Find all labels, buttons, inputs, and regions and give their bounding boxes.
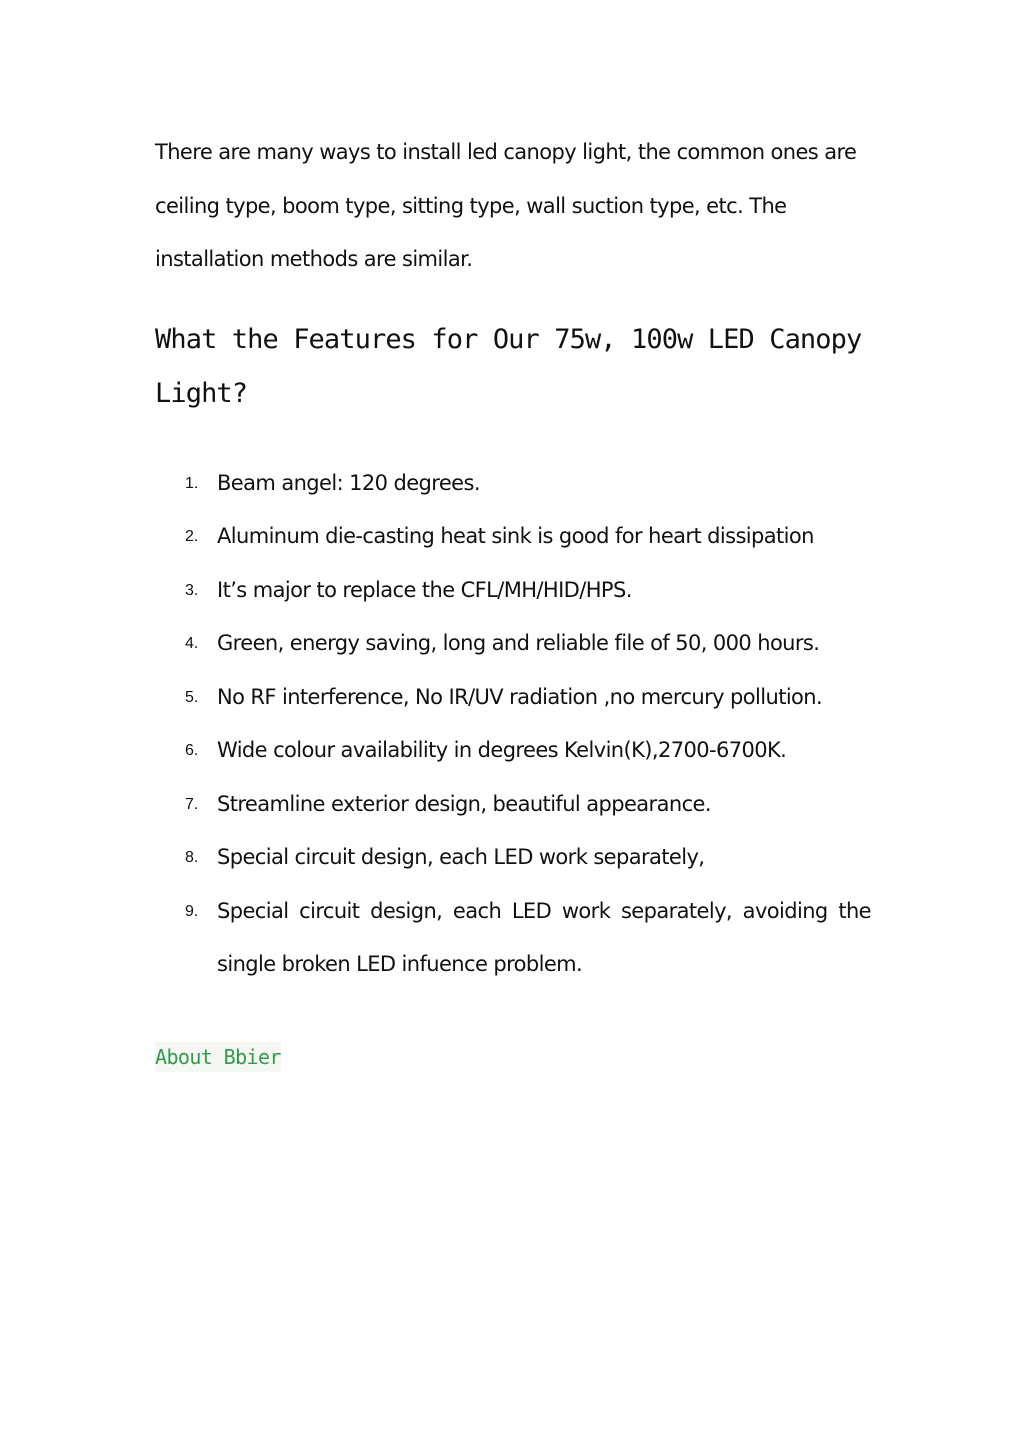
feature-text: Aluminum die-casting heat sink is good for heart dissipation: [217, 524, 814, 548]
features-heading: What the Features for Our 75w, 100w LED Canopy Light?: [155, 323, 862, 409]
feature-number: 1.: [185, 474, 199, 492]
feature-item-1: [155, 457, 871, 511]
feature-number: 7.: [185, 795, 199, 813]
about-bbier-link[interactable]: About Bbier: [155, 1042, 281, 1072]
feature-item-6: [155, 724, 871, 778]
feature-text: Special circuit design, each LED work separately, avoiding the single broken LED infuence problem.: [217, 898, 871, 976]
feature-text: It’s major to replace the CFL/MH/HID/HPS.: [217, 577, 632, 602]
feature-text: Streamline exterior design, beautiful appearance.: [217, 791, 711, 816]
feature-number: 6.: [185, 742, 199, 759]
feature-number: 2.: [185, 528, 199, 545]
feature-item-7: [155, 778, 871, 832]
feature-item-8: [155, 831, 871, 885]
feature-item-5: [155, 671, 871, 725]
document-body: [155, 126, 871, 1072]
feature-text: Wide colour availability in degrees Kelvin(K),2700-6700K.: [217, 738, 787, 762]
feature-item-9: [155, 885, 871, 992]
feature-number: 9.: [185, 902, 199, 920]
feature-number: 5.: [185, 688, 199, 706]
feature-text: Green, energy saving, long and reliable file of 50, 000 hours.: [217, 631, 820, 655]
feature-text: Special circuit design, each LED work separately,: [217, 845, 705, 869]
feature-number: 3.: [185, 581, 199, 599]
feature-text: Beam angel: 120 degrees.: [217, 470, 480, 495]
feature-item-2: [155, 510, 871, 564]
feature-number: 4.: [185, 635, 199, 652]
feature-item-4: [155, 617, 871, 671]
feature-number: 8.: [185, 849, 199, 866]
feature-text: No RF interference, No IR/UV radiation ,no mercury pollution.: [217, 684, 823, 709]
intro-paragraph: There are many ways to install led canopy light, the common ones are ceiling type, boom type, sitting type, wall suction type, etc. The installation methods are similar.: [155, 140, 857, 271]
feature-item-3: [155, 564, 871, 618]
features-list: [155, 457, 871, 992]
